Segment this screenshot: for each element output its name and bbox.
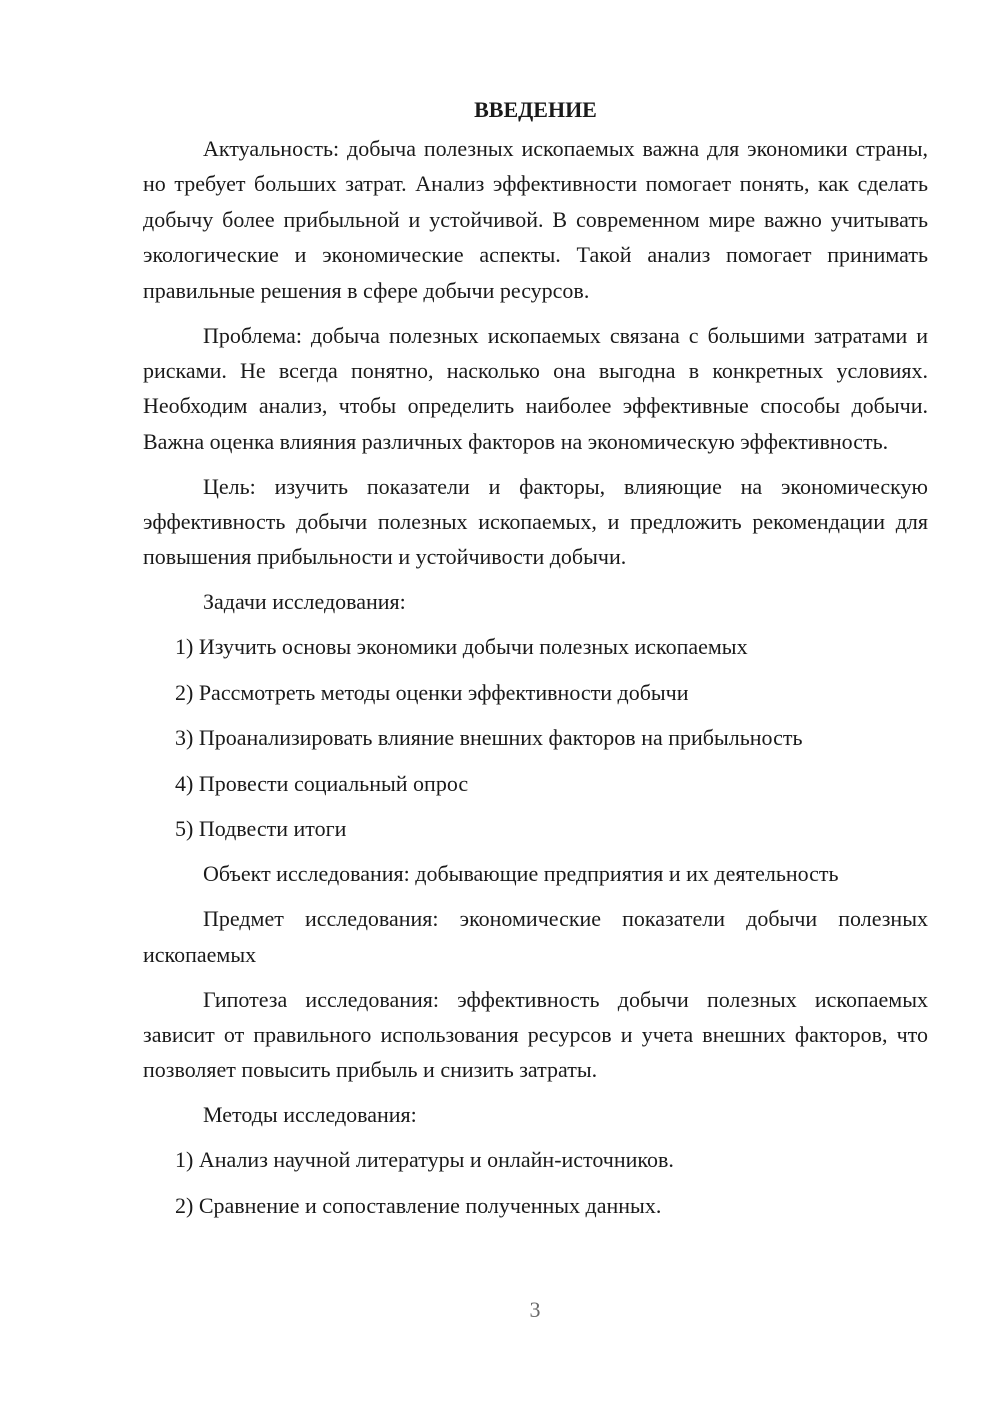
list-item: 4) Провести социальный опрос <box>175 770 469 796</box>
page-number: 3 <box>529 1297 541 1322</box>
list-item: 5) Подвести итоги <box>175 815 347 841</box>
methods-list <box>143 1142 928 1223</box>
page-title: ВВЕДЕНИЕ <box>474 97 597 122</box>
document-body <box>143 92 928 1233</box>
list-item: 2) Рассмотреть методы оценки эффективности добычи <box>175 679 689 705</box>
goal-paragraph: Цель: изучить показатели и факторы, влияющие на экономическую эффективность добычи полезных ископаемых, и предложить рекомендации для повышения прибыльности и устойчивости добычи. <box>143 473 928 570</box>
relevance-paragraph: Актуальность: добыча полезных ископаемых важна для экономики страны, но требует больших затрат. Анализ эффективности помогает понять, как сделать добычу более прибыльной и устойчивой. В современном мире важно учитывать экологические и экономические аспекты. Такой анализ помогает принимать правильные решения в сфере добычи ресурсов. <box>143 136 928 303</box>
problem-paragraph: Проблема: добыча полезных ископаемых связана с большими затратами и рисками. Не всегда понятно, насколько она выгодна в конкретных условиях. Необходим анализ, чтобы определить наиболее эффективные способы добычи. Важна оценка влияния различных факторов на экономическую эффективность. <box>143 322 928 454</box>
list-item: 1) Изучить основы экономики добычи полезных ископаемых <box>175 634 748 660</box>
hypothesis-paragraph: Гипотеза исследования: эффективность добычи полезных ископаемых зависит от правильного использования ресурсов и учета внешних факторов, что позволяет повысить прибыль и снизить затраты. <box>143 986 928 1083</box>
object-paragraph: Объект исследования: добывающие предприятия и их деятельность <box>203 861 839 887</box>
methods-heading: Методы исследования: <box>203 1102 417 1128</box>
list-item: 3) Проанализировать влияние внешних факторов на прибыльность <box>175 725 803 751</box>
list-item: 2) Сравнение и сопоставление полученных данных. <box>175 1192 662 1218</box>
list-item: 1) Анализ научной литературы и онлайн-источников. <box>175 1147 674 1173</box>
tasks-list <box>143 629 928 846</box>
subject-paragraph: Предмет исследования: экономические показатели добычи полезных ископаемых <box>143 906 928 967</box>
tasks-heading: Задачи исследования: <box>203 589 406 615</box>
